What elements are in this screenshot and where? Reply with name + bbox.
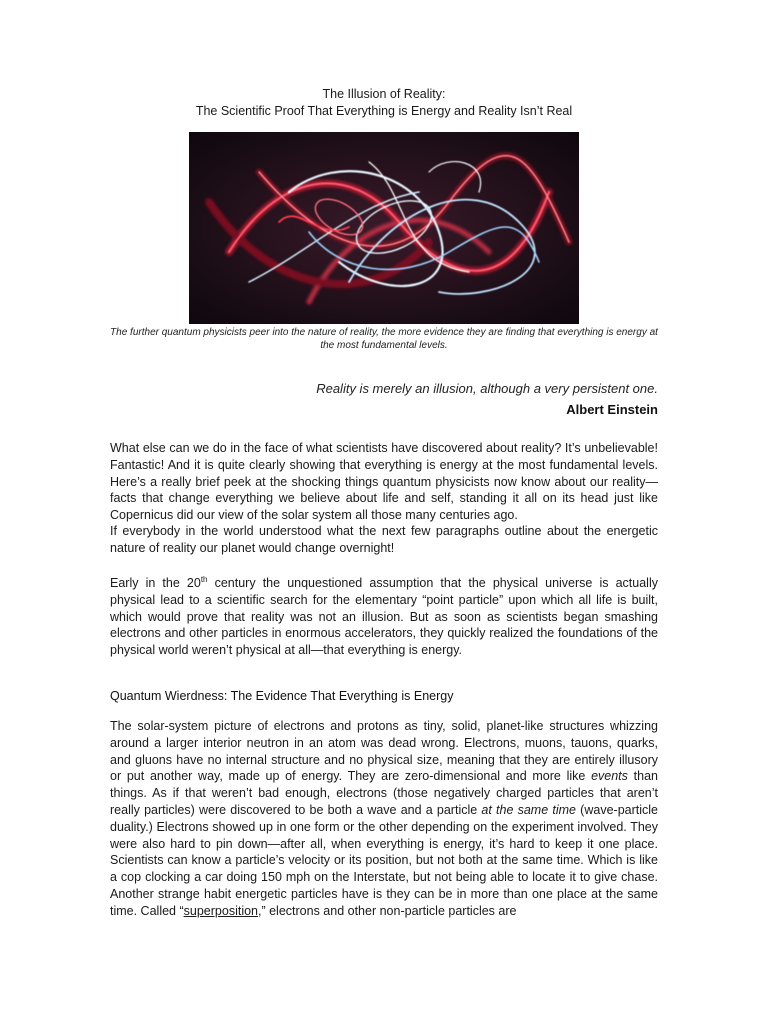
paragraph-quantum-evidence bbox=[110, 718, 658, 920]
para4-emphasis-same-time: at the same time bbox=[481, 802, 576, 817]
title-line-2: The Scientific Proof That Everything is Energy and Reality Isn’t Real bbox=[195, 104, 573, 118]
para4-part-2: than things. As if that weren’t bad enough, electrons (those negatively charged particles that aren’t really particles) were discovered to be both a wave and a particle bbox=[110, 769, 658, 817]
para3-superscript: th bbox=[200, 574, 208, 584]
para3-text-start: Early in the 20 bbox=[110, 576, 201, 590]
energy-light-image bbox=[189, 132, 579, 324]
para4-emphasis-events: events bbox=[591, 769, 628, 784]
para4-part-4: ,” electrons and other non-particle particles are bbox=[258, 903, 517, 918]
paragraph-early-20th-century bbox=[110, 575, 658, 659]
para4-part-1: The solar-system picture of electrons and protons as tiny, solid, planet-like structures whizzing around a larger interior neutron in an atom was dead wrong. Electrons, muons, tauons, quarks, and gluons have no internal structure and no physical size, meaning that they are entirely illusory or put another way, made up of energy. They are zero-dimensional and more like bbox=[110, 719, 658, 784]
title-line-1: The Illusion of Reality: bbox=[322, 87, 446, 101]
para3-text-end: century the unquestioned assumption that the physical universe is actually physical lead to a scientific search for the elementary “point particle” upon which all life is built, which would prove that reality was not an illusion. But as soon as scientists began smashing electrons and other particles in enormous accelerators, they quickly realized the foundations of the physical world weren’t physical at all—that everything is energy. bbox=[110, 576, 658, 658]
paragraph-planet-change: If everybody in the world understood what the next few paragraphs outline about the energetic nature of reality our planet would change overnight! bbox=[110, 524, 658, 555]
paragraph-intro: What else can we do in the face of what scientists have discovered about reality? It’s unbelievable! Fantastic! And it is quite clearly showing that everything is energy at the most fundamental levels. Here’s a really brief peek at the shocking things quantum physicists now know about our reality—facts that change everything we believe about life and self, standing it all on its head just like Copernicus did our view of the solar system all those many centuries ago. bbox=[110, 441, 658, 523]
para4-part-3: (wave-particle duality.) Electrons showed up in one form or the other depending on the experiment involved. They were also hard to pin down—after all, when everything is energy, it’s hard to keep it one place. Scientists can know a particle’s velocity or its position, but not both at the same time. Which is like a cop clocking a car doing 150 mph on the Interstate, but not being able to locate it to give chase. Another strange habit energetic particles have is they can be in more than one place at the same time. Called “ bbox=[110, 802, 658, 918]
light-trails-illustration bbox=[189, 132, 579, 324]
quote-author: Albert Einstein bbox=[566, 402, 658, 417]
image-caption: The further quantum physicists peer into the nature of reality, the more evidence they are finding that everything is energy at the most fundamental levels. bbox=[110, 327, 658, 351]
einstein-quote: Reality is merely an illusion, although a very persistent one. bbox=[316, 381, 658, 396]
superposition-link[interactable]: superposition bbox=[183, 903, 258, 918]
section-heading: Quantum Wierdness: The Evidence That Everything is Energy bbox=[110, 689, 454, 703]
